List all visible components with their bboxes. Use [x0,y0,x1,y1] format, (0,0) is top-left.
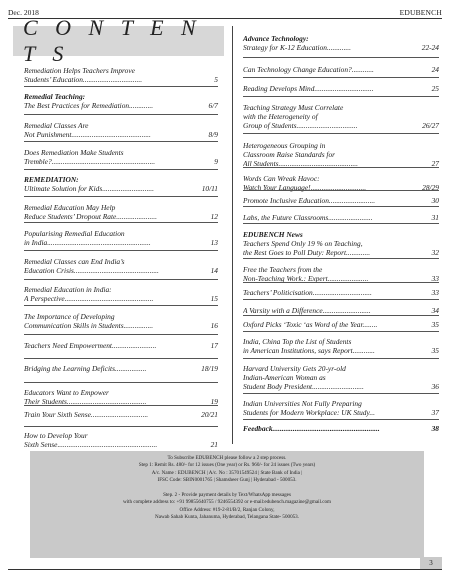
toc-entry-title: Feedback.......................................................... [243,424,380,433]
toc-page-number: 24 [431,65,439,74]
toc-section-heading: Remedial Teaching: [24,92,86,101]
toc-separator [243,206,439,207]
toc-entry-title: Students for Modern Workplace: UK Study... [243,408,375,418]
toc-entry-title: Educators Want to Empower [24,388,109,397]
toc-entry-title: Reduce Students’ Dropout Rate...................... [24,212,157,222]
toc-separator [243,393,439,394]
toc-page-number: 18/19 [201,364,218,373]
toc-page-number: 33 [431,274,439,284]
toc-entry-title: Education Crisis.............................................. [24,266,159,276]
toc-separator [243,96,439,97]
toc-entry-title: Can Technology Change Education?............ [243,65,374,74]
toc-entry-title: A Perspective................................................ [24,294,154,304]
toc-page-number: 8/9 [208,130,218,140]
subscription-line [30,485,424,492]
toc-entry [24,203,218,221]
toc-entry-title: Indian Universities Not Fully Preparing [243,399,362,408]
page-number: 3 [420,557,442,569]
column-divider [232,26,233,444]
toc-entry [243,230,439,258]
toc-entry-title: Remedial Classes Are [24,121,89,130]
contents-title: C O N T E N T S [23,15,202,66]
toc-entry [24,257,218,275]
toc-separator [243,167,439,168]
toc-separator [243,282,439,283]
toc-separator [243,299,439,300]
toc-entry-title: Remediation Helps Teachers Improve [24,66,135,75]
toc-separator [24,169,218,170]
toc-page-number: 35 [431,346,439,356]
subscription-line: Step 1: Remit Rs. 480/- for 12 issues (One year) or Rs. 960/- for 24 issues (Two years) [138,462,316,469]
toc-entry [243,103,439,131]
toc-page-number: 30 [431,196,439,205]
brand-name: EDUBENCH [399,8,442,17]
toc-page-number: 38 [431,424,439,433]
toc-entry-title: Indian-American Woman as [243,373,326,383]
toc-section-heading: REMEDIATION: [24,175,79,184]
toc-separator [24,426,218,427]
toc-page-number: 37 [431,408,439,418]
toc-entry [243,364,439,392]
toc-separator [24,196,218,197]
subscription-line: Step. 2 - Provide payment details by Text/WhatsApp messages [163,492,291,499]
contents-banner [13,15,224,66]
toc-entry [24,229,218,247]
toc-entry-title: in American Institutions, says Report............ [243,346,375,356]
toc-entry [24,312,218,330]
toc-page-number: 26/27 [422,121,439,131]
toc-entry-title: the Rest Goes to Poll Duty: Report............. [243,248,371,258]
toc-entry-title: Teachers Need Empowerment........................ [24,341,157,350]
toc-entry-title: Students’ Education................................ [24,75,143,85]
subscription-box [30,451,424,558]
toc-separator [24,279,218,280]
toc-page-number: 31 [431,213,439,222]
toc-entry-title: Promote Inclusive Education......................... [243,196,376,205]
toc-entry-title: A Varsity with a Difference.......................... [243,306,371,315]
toc-page-number: 34 [431,306,439,315]
toc-page-number: 32 [431,248,439,258]
toc-entry-title: with the Heterogeneity of [243,112,318,122]
toc-entry [243,288,439,297]
toc-entry-title: Free the Teachers from the [243,265,323,274]
toc-section-heading: EDUBENCH News [243,230,303,239]
toc-entry-title: Oxford Picks ‘Toxic ‘as Word of the Year........ [243,320,378,329]
toc-page-number: 12 [210,212,218,222]
toc-entry-title: Labs, the Future Classrooms........................ [243,213,373,222]
toc-separator [24,405,218,406]
toc-entry-title: Not Punishment........................................... [24,130,151,140]
toc-page-number: 25 [431,84,439,93]
toc-entry-title: Teachers Spend Only 19 % on Teaching, [243,239,363,249]
toc-entry-title: Bridging the Learning Deficits................. [24,364,147,373]
toc-entry-title: How to Develop Your [24,431,88,440]
toc-separator [24,114,218,115]
toc-entry-title: Communication Skills in Students................ [24,321,154,331]
toc-page-number: 33 [431,288,439,297]
toc-entry [24,175,218,193]
toc-page-number: 16 [210,321,218,331]
subscription-line: Office Address: #19-2-81/B/2, Ranjan Colony, [179,506,275,513]
toc-entry [24,148,218,166]
toc-entry [243,424,439,433]
toc-separator [24,334,218,335]
toc-entry-title: All Students........................................... [243,159,358,169]
toc-separator [243,77,439,78]
toc-entry-title: Harvard University Gets 20-yr-old [243,364,346,373]
toc-page-number: 6/7 [208,101,218,111]
toc-entry [24,364,218,373]
toc-entry-title: Remedial Education May Help [24,203,116,212]
toc-separator [24,250,218,251]
toc-entry-title: Train Your Sixth Sense............................... [24,410,149,419]
toc-entry-title: Non-Teaching Work.: Expert...................... [243,274,369,284]
toc-separator [24,382,218,383]
toc-page-number: 9 [214,157,218,167]
toc-separator [24,222,218,223]
toc-entry [24,92,218,110]
toc-page-number: 28/29 [422,183,439,193]
toc-page-number: 5 [214,75,218,85]
toc-entry-title: Sixth Sense...................................................... [24,440,158,450]
toc-separator [24,86,218,87]
toc-entry [243,399,439,417]
toc-entry [243,141,439,169]
issue-date: Dec. 2018 [8,8,39,17]
toc-separator [243,419,439,420]
toc-page-number: 15 [210,294,218,304]
toc-entry [24,388,218,406]
toc-separator [243,258,439,259]
toc-entry [24,285,218,303]
toc-entry-title: Heterogeneous Grouping in [243,141,326,150]
toc-separator [243,57,439,58]
subscription-line: A/c. Name : EDUBENCH | A/c. No : 35701549524 | State Bank of India | [151,469,303,476]
toc-separator [243,358,439,359]
toc-entry-title: Watch Your Language!.............................. [243,183,367,193]
toc-entry-title: Remedial Education in India: [24,285,112,294]
toc-entry-title: Teachers’ Politicisation................................ [243,288,372,297]
toc-separator [24,358,218,359]
toc-page-number: 14 [210,266,218,276]
toc-separator [243,331,439,332]
toc-entry [243,306,439,315]
subscription-line: To Subscribe EDUBENCH please follow a 2 step process. [167,455,287,461]
toc-entry [24,66,218,84]
toc-entry-title: Student Body President............................ [243,382,364,392]
toc-separator [243,133,439,134]
toc-entry [24,410,218,419]
toc-entry-title: Teaching Strategy Must Correlate [243,103,344,112]
toc-entry-title: Does Remediation Make Students [24,148,124,157]
toc-entry [243,84,439,93]
toc-entry [243,34,439,52]
toc-entry-title: The Best Practices for Remediation............. [24,101,154,111]
toc-entry-title: Reading Develops Mind................................ [243,84,374,93]
toc-entry [243,265,439,283]
toc-entry [24,431,218,449]
toc-entry-title: Ultimate Solution for Kids............................ [24,184,154,194]
toc-page-number: 35 [431,320,439,329]
toc-page-number: 10/11 [201,184,218,194]
toc-page-number: 36 [431,382,439,392]
toc-separator [24,305,218,306]
toc-section-heading: Advance Technology: [243,34,309,43]
toc-entry [243,65,439,74]
subscription-line: Nawab Sahab Kunta, Jahanuma, Hyderabad, Telangana State- 500053. [155,514,299,521]
toc-entry [243,320,439,329]
footer-divider [8,569,442,570]
toc-page-number: 27 [431,159,439,169]
toc-entry-title: Words Can Wreak Havoc: [243,174,320,183]
toc-separator [243,223,439,224]
toc-page-number: 22-24 [421,43,439,53]
toc-page-number: 17 [210,341,218,350]
toc-page-number: 19 [210,397,218,407]
toc-page-number: 13 [210,238,218,248]
toc-entry-title: Strategy for K-12 Education............. [243,43,351,53]
toc-entry-title: Popularising Remedial Education [24,229,125,238]
subscription-line: IFSC Code: SBIN0001765 | Shamsheer Gunj | Hyderabad - 500053. [157,477,297,484]
toc-separator [243,190,439,191]
toc-entry-title: in India........................................................ [24,238,151,248]
toc-entry-title: Remedial Classes can End India’s [24,257,125,266]
toc-entry-title: Group of Students................................. [243,121,358,131]
toc-entry [24,121,218,139]
toc-page-number: 21 [210,440,218,450]
toc-entry [24,341,218,350]
toc-entry-title: Classroom Raise Standards for [243,150,336,160]
toc-entry-title: India, China Top the List of Students [243,337,352,346]
toc-entry [243,196,439,205]
toc-separator [243,315,439,316]
toc-page-number: 20/21 [201,410,218,419]
toc-entry-title: Tremble?........................................................ [24,157,156,167]
toc-entry-title: The Importance of Developing [24,312,115,321]
subscription-line: with complete address to: +91 99855640755 / 9246554392 or e-mail:edubench.magazine@gmail.com [122,499,331,506]
toc-entry-title: Their Students........................................... [24,397,147,407]
toc-entry [243,213,439,222]
toc-separator [24,141,218,142]
toc-entry [243,337,439,355]
